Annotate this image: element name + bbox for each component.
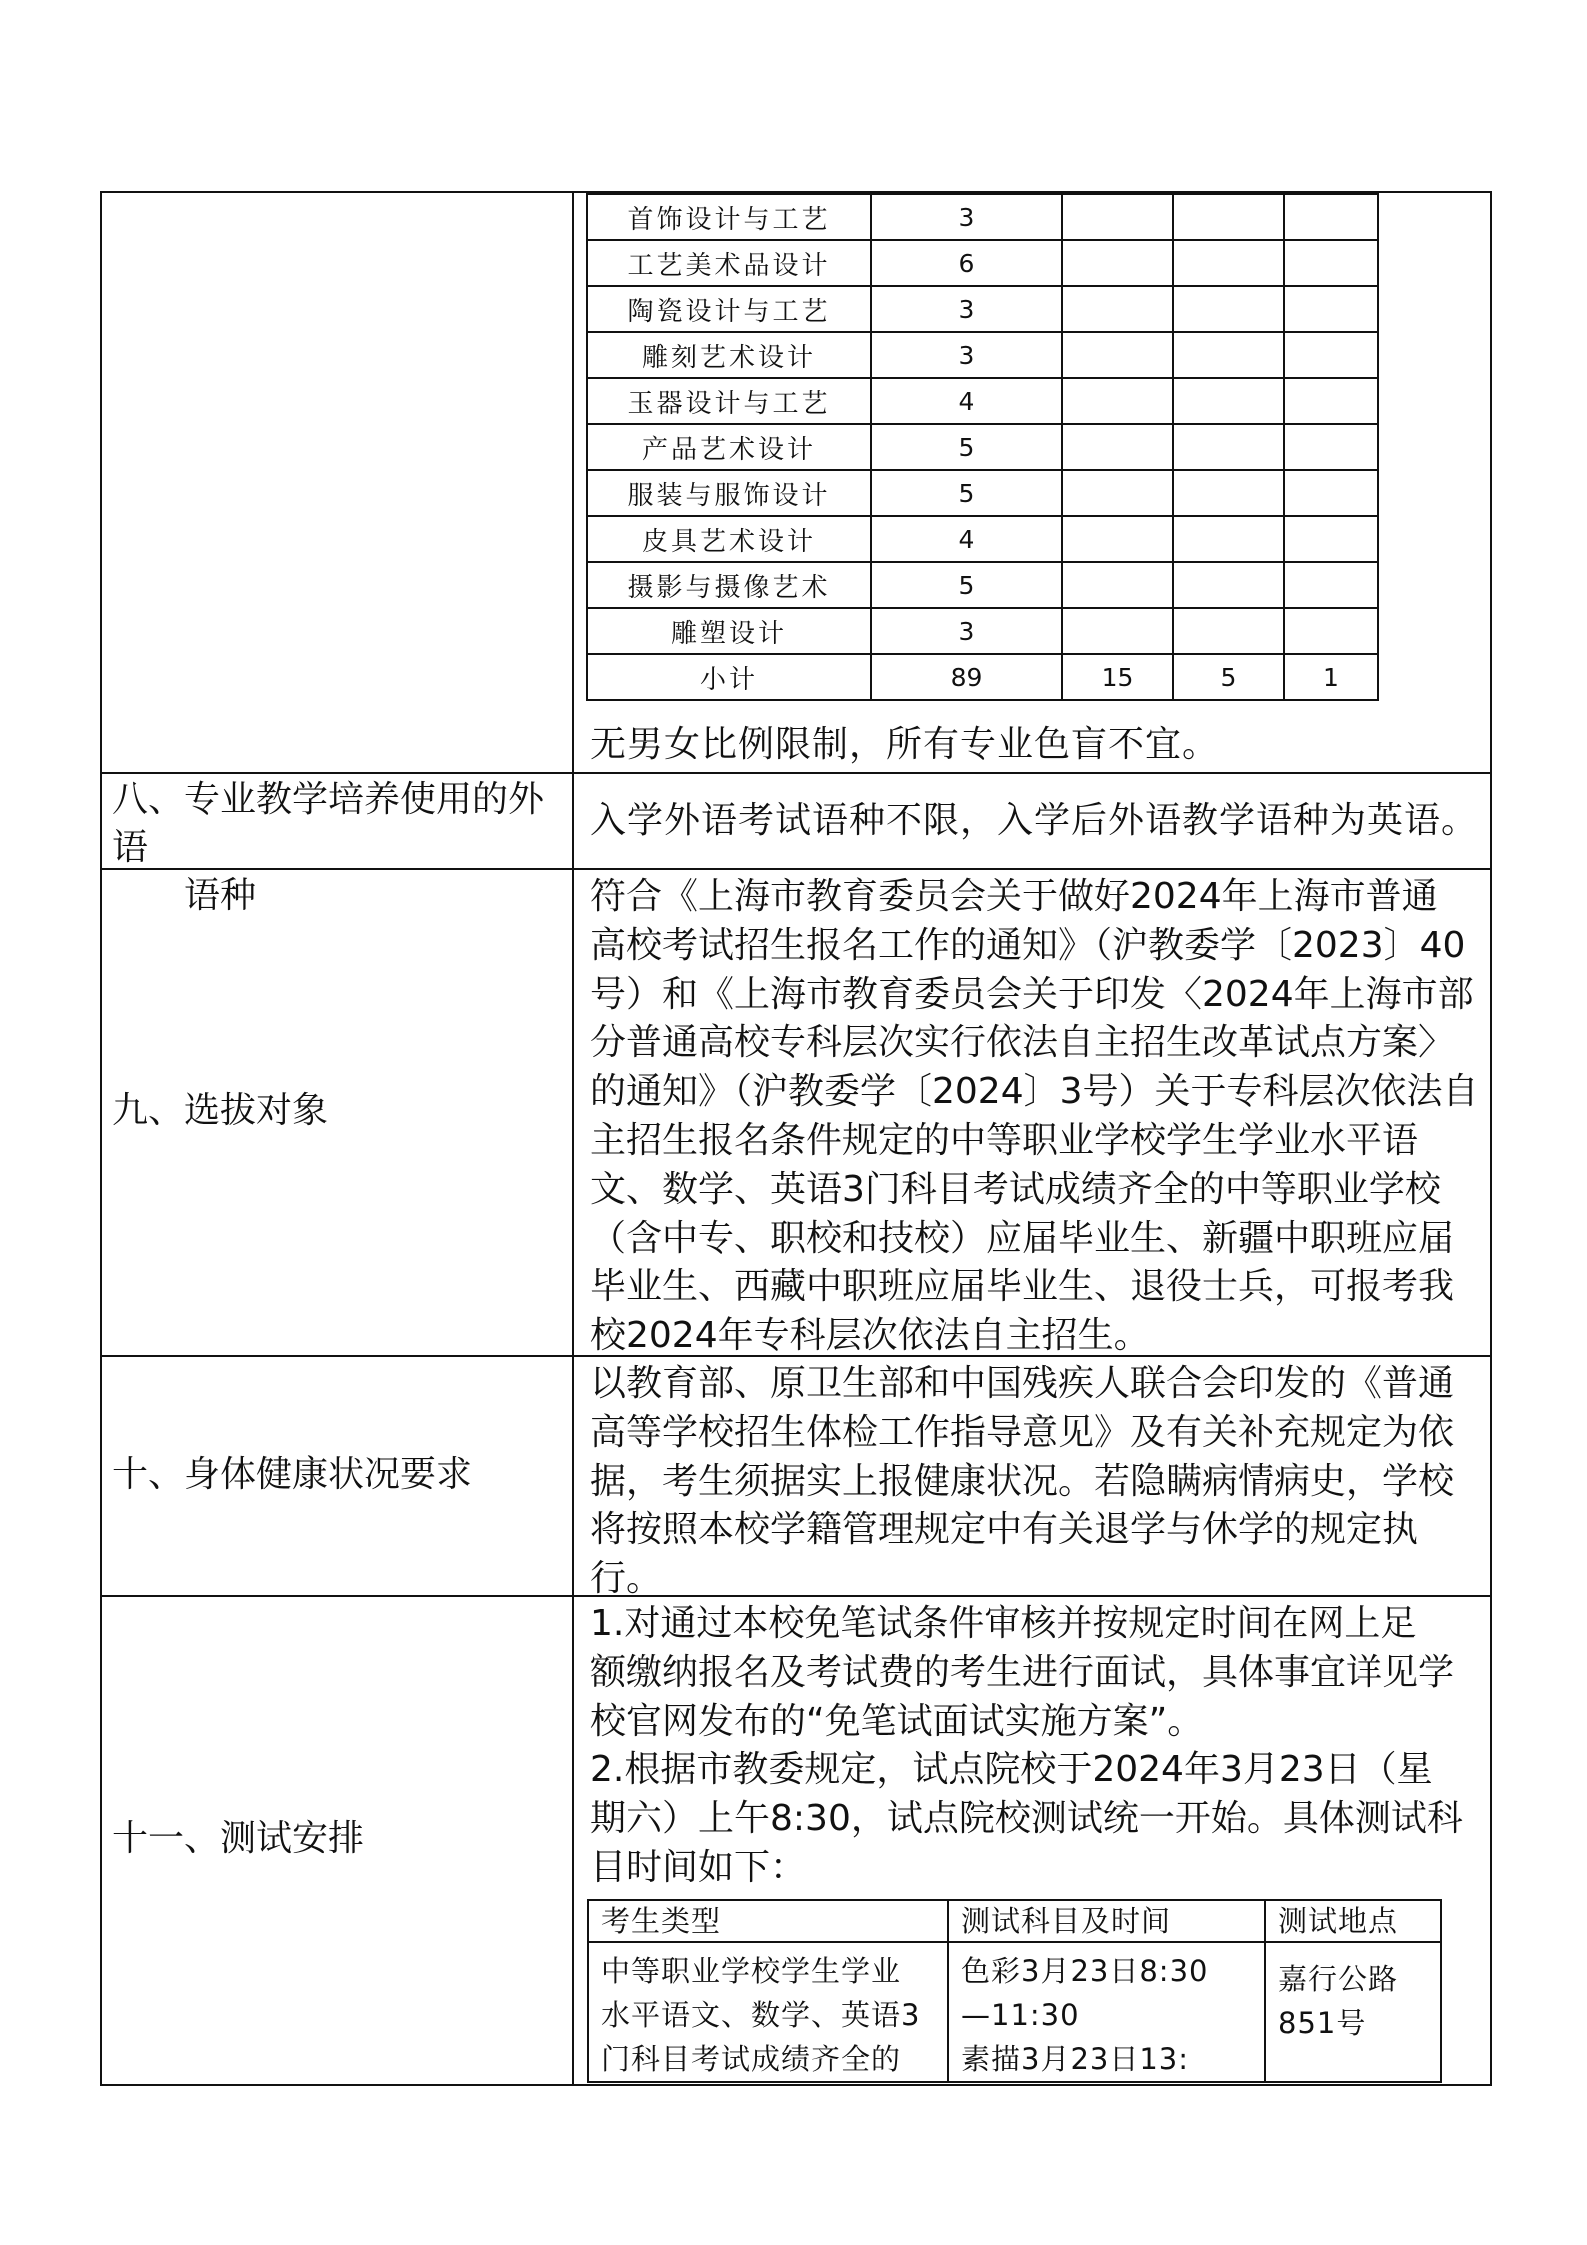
- exam-cell-type: [588, 1942, 948, 2082]
- major-extra1-cell: 15: [1062, 654, 1173, 700]
- major-extra3-cell: [1284, 194, 1378, 240]
- section9-line: 分普通高校专科层次实行依法自主招生改革试点方案〉: [590, 1022, 1455, 1064]
- major-extra3-cell: [1284, 516, 1378, 562]
- major-name-cell: 皮具艺术设计: [587, 516, 871, 562]
- major-extra3-cell: [1284, 608, 1378, 654]
- major-extra1-cell: [1062, 286, 1173, 332]
- major-extra3-cell: [1284, 286, 1378, 332]
- section9-line: 毕业生、西藏中职班应届毕业生、退役士兵，可报考我: [590, 1266, 1455, 1308]
- major-name-cell: 服装与服饰设计: [587, 470, 871, 516]
- major-extra2-cell: [1173, 470, 1284, 516]
- exam-time-line: —11:30: [961, 1998, 1080, 2032]
- majors-row: [587, 332, 1378, 378]
- document-table: [100, 191, 1492, 2086]
- major-extra2-cell: 5: [1173, 654, 1284, 700]
- major-count-cell: 89: [871, 654, 1062, 700]
- section11-line: 期六）上午8:30，试点院校测试统一开始。具体测试科: [590, 1798, 1463, 1840]
- major-extra3-cell: [1284, 332, 1378, 378]
- major-extra1-cell: [1062, 608, 1173, 654]
- majors-row: [587, 378, 1378, 424]
- section8-label-line2: 语种: [184, 875, 257, 916]
- major-name-cell: 小计: [587, 654, 871, 700]
- majors-note: 无男女比例限制，所有专业色盲不宜。: [590, 724, 1220, 765]
- major-extra3-cell: [1284, 562, 1378, 608]
- major-extra1-cell: [1062, 516, 1173, 562]
- exam-cell-time: [948, 1942, 1265, 2082]
- major-extra2-cell: [1173, 240, 1284, 286]
- major-name-cell: 工艺美术品设计: [587, 240, 871, 286]
- major-count-cell: 6: [871, 240, 1062, 286]
- major-name-cell: 雕刻艺术设计: [587, 332, 871, 378]
- major-name-cell: 首饰设计与工艺: [587, 194, 871, 240]
- majors-row: [587, 654, 1378, 700]
- section9-line: （含中专、职校和技校）应届毕业生、新疆中职班应届: [590, 1217, 1455, 1259]
- major-count-cell: 5: [871, 562, 1062, 608]
- major-extra2-cell: [1173, 286, 1284, 332]
- section9-line: 校2024年专科层次依法自主招生。: [590, 1315, 1150, 1357]
- major-extra1-cell: [1062, 470, 1173, 516]
- majors-row: [587, 240, 1378, 286]
- major-count-cell: 3: [871, 194, 1062, 240]
- exam-header-type: 考生类型: [588, 1900, 948, 1942]
- major-extra3-cell: [1284, 378, 1378, 424]
- section9-lines: [590, 873, 1486, 1361]
- section11-line: 目时间如下：: [590, 1846, 807, 1888]
- majors-row: [587, 608, 1378, 654]
- section10-line: 行。: [590, 1558, 663, 1600]
- major-extra3-cell: [1284, 470, 1378, 516]
- majors-table: [586, 193, 1379, 701]
- major-count-cell: 4: [871, 378, 1062, 424]
- section11-line: 2.根据市教委规定，试点院校于2024年3月23日（星: [590, 1749, 1433, 1791]
- section10-line: 以教育部、原卫生部和中国残疾人联合会印发的《普通: [590, 1363, 1455, 1404]
- section11-content: [590, 1600, 1486, 1893]
- majors-row: [587, 562, 1378, 608]
- major-extra2-cell: [1173, 608, 1284, 654]
- exam-type-line: 中等职业学校学生学业: [601, 1954, 902, 1988]
- major-count-cell: 5: [871, 470, 1062, 516]
- major-name-cell: 产品艺术设计: [587, 424, 871, 470]
- major-name-cell: 摄影与摄像艺术: [587, 562, 871, 608]
- exam-place-line: 嘉行公路: [1278, 1962, 1399, 1996]
- majors-row: [587, 424, 1378, 470]
- major-extra2-cell: [1173, 562, 1284, 608]
- section10-label: 十、身体健康状况要求: [112, 1454, 473, 1495]
- exam-cell-place: [1265, 1942, 1441, 2082]
- major-extra2-cell: [1173, 378, 1284, 424]
- exam-type-line: 门科目考试成绩齐全的: [601, 2042, 902, 2076]
- section8-content: 入学外语考试语种不限，入学后外语教学语种为英语。: [590, 800, 1479, 841]
- major-extra1-cell: [1062, 240, 1173, 286]
- section9-line: 号）和《上海市教育委员会关于印发〈2024年上海市部: [590, 973, 1474, 1015]
- majors-row: [587, 470, 1378, 516]
- section11-lines: [590, 1600, 1486, 1893]
- exam-header-place: 测试地点: [1265, 1900, 1441, 1942]
- major-extra1-cell: [1062, 332, 1173, 378]
- section11-label: 十一、测试安排: [112, 1818, 365, 1859]
- section11-line: 额缴纳报名及考试费的考生进行面试，具体事宜详见学: [590, 1651, 1455, 1693]
- major-name-cell: 玉器设计与工艺: [587, 378, 871, 424]
- section9-line: 高校考试招生报名工作的通知》（沪教委学〔2023〕40: [590, 924, 1466, 966]
- major-extra1-cell: [1062, 378, 1173, 424]
- section10-content: [590, 1360, 1486, 1604]
- major-extra2-cell: [1173, 332, 1284, 378]
- exam-type-line: 水平语文、数学、英语3: [601, 1998, 921, 2032]
- majors-row: [587, 286, 1378, 332]
- exam-header-time: 测试科目及时间: [948, 1900, 1265, 1942]
- major-count-cell: 4: [871, 516, 1062, 562]
- section8-label-line1: 八、专业教学培养使用的外语: [112, 779, 545, 868]
- section11-line: 校官网发布的“免笔试面试实施方案”。: [590, 1700, 1204, 1742]
- major-extra1-cell: [1062, 562, 1173, 608]
- major-extra2-cell: [1173, 516, 1284, 562]
- major-name-cell: 雕塑设计: [587, 608, 871, 654]
- row-separator: [102, 772, 1490, 774]
- major-extra1-cell: [1062, 424, 1173, 470]
- major-extra1-cell: [1062, 194, 1173, 240]
- exam-time-line: 色彩3月23日8:30: [961, 1954, 1209, 1988]
- exam-schedule-table: [587, 1899, 1442, 2083]
- section10-line: 将按照本校学籍管理规定中有关退学与休学的规定执: [590, 1509, 1419, 1551]
- section9-label: 九、选拔对象: [112, 1090, 329, 1131]
- section8-label: [112, 776, 562, 920]
- section10-line: 高等学校招生体检工作指导意见》及有关补充规定为依: [590, 1411, 1455, 1453]
- section10-line: 据，考生须据实上报健康状况。若隐瞒病情病史，学校: [590, 1460, 1455, 1502]
- major-count-cell: 3: [871, 332, 1062, 378]
- major-extra2-cell: [1173, 194, 1284, 240]
- section11-line: 1.对通过本校免笔试条件审核并按规定时间在网上足: [590, 1603, 1417, 1644]
- major-extra2-cell: [1173, 424, 1284, 470]
- section10-lines: [590, 1360, 1486, 1604]
- column-divider: [572, 193, 574, 2084]
- major-count-cell: 3: [871, 286, 1062, 332]
- exam-place-line: 851号: [1278, 2006, 1367, 2040]
- major-name-cell: 陶瓷设计与工艺: [587, 286, 871, 332]
- major-extra3-cell: 1: [1284, 654, 1378, 700]
- major-extra3-cell: [1284, 240, 1378, 286]
- majors-row: [587, 516, 1378, 562]
- section9-line: 的通知》（沪教委学〔2024〕3号）关于专科层次依法自: [590, 1071, 1479, 1113]
- section9-line: 文、数学、英语3门科目考试成绩齐全的中等职业学校: [590, 1168, 1441, 1210]
- major-extra3-cell: [1284, 424, 1378, 470]
- major-count-cell: 3: [871, 608, 1062, 654]
- section9-content: [590, 873, 1486, 1361]
- section9-line: 主招生报名条件规定的中等职业学校学生学业水平语: [590, 1119, 1419, 1161]
- majors-row: [587, 194, 1378, 240]
- major-count-cell: 5: [871, 424, 1062, 470]
- exam-time-line: 素描3月23日13:: [961, 2042, 1190, 2076]
- section9-line: 符合《上海市教育委员会关于做好2024年上海市普通: [590, 876, 1438, 917]
